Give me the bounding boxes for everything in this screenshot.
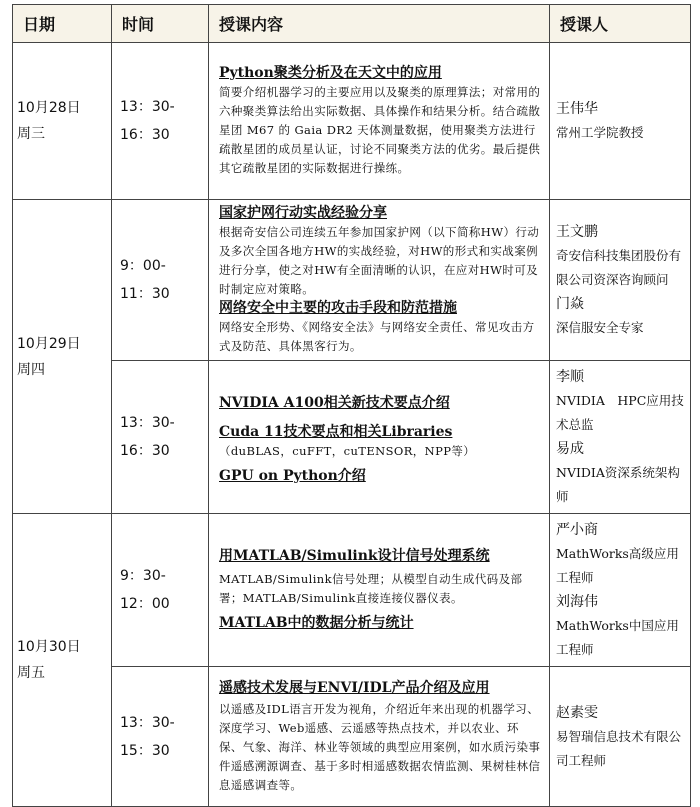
date-cell (13, 43, 112, 200)
speaker-title: 易智瑞信息技术有限公司工程师 (556, 728, 682, 768)
content-cell (209, 361, 550, 514)
header-content: 授课内容 (209, 5, 550, 43)
speaker-cell (550, 361, 691, 514)
speaker-name: 易成 (556, 441, 584, 457)
speaker-title: 奇安信科技集团股份有限公司资深咨询顾问 (556, 248, 682, 287)
header-date: 日期 (13, 5, 112, 43)
header-time: 时间 (112, 5, 209, 43)
topic-description: 以遥感及IDL语言开发为视角，介绍近年来出现的机器学习、深度学习、Web遥感、云遥感等热点技术，并以农业、环保、气象、海洋、林业等领域的典型应用案例，如水质污染事件遥感溯源调查、基于多时相遥感数据农情监测、果树桂林信息遥感调查等。 (219, 701, 541, 792)
table-row (13, 361, 691, 514)
date-label: 10月29日 (17, 335, 81, 352)
content-cell (209, 200, 550, 361)
time-end: 12：00 (120, 596, 170, 612)
time-end: 16：30 (120, 127, 170, 143)
time-cell (112, 361, 209, 514)
time-end: 11：30 (120, 286, 170, 302)
speaker-title: MathWorks中国应用工程师 (556, 618, 679, 657)
topic-title: 网络安全中主要的攻击手段和防范措施 (219, 300, 457, 316)
time-cell (112, 667, 209, 807)
topic-description: 简要介绍机器学习的主要应用以及聚类的原理算法；对常用的六种聚类算法给出实际数据、具体操作和结果分析。结合疏散星团 M67 的 Gaia DR2 天体测量数据，使用聚类方法进行疏散星团的成员星认证，讨论不同聚类方法的优劣。最后提供其它疏散星团的实际数据进行操练。 (219, 85, 541, 175)
topic-title: GPU on Python介绍 (219, 467, 366, 484)
speaker-title: NVIDIA HPC应用技术总监 (556, 393, 684, 432)
speaker-cell (550, 43, 691, 200)
schedule-table (12, 4, 691, 807)
speaker-name: 门焱 (556, 296, 584, 312)
table-row (13, 514, 691, 667)
time-end: 15：30 (120, 742, 170, 759)
date-cell (13, 200, 112, 514)
time-start: 9：00- (120, 258, 166, 274)
date-label: 10月28日 (17, 100, 81, 116)
date-cell (13, 514, 112, 807)
speaker-title: 常州工学院教授 (556, 125, 644, 140)
topic-title: 遥感技术发展与ENVI/IDL产品介绍及应用 (219, 679, 490, 696)
topic-title: NVIDIA A100相关新技术要点介绍 (219, 394, 450, 411)
topic-title: 国家护网行动实战经验分享 (219, 205, 387, 221)
topic-description: MATLAB/Simulink信号处理；从模型自动生成代码及部署；MATLAB/Simulink直接连接仪器仪表。 (219, 572, 523, 605)
speaker-title: NVIDIA资深系统架构师 (556, 465, 680, 504)
time-end: 16：30 (120, 443, 170, 459)
time-start: 9：30- (120, 568, 166, 584)
time-cell (112, 514, 209, 667)
content-cell (209, 43, 550, 200)
speaker-name: 李顺 (556, 369, 584, 385)
topic-title: 用MATLAB/Simulink设计信号处理系统 (219, 548, 490, 564)
table-row (13, 667, 691, 807)
speaker-cell (550, 667, 691, 807)
content-cell (209, 514, 550, 667)
weekday-label: 周四 (17, 361, 45, 378)
time-cell (112, 43, 209, 200)
topic-description: 根据奇安信公司连续五年参加国家护网（以下简称HW）行动及多次全国各地方HW的实战经验，对HW的形式和实战案例进行分享，使之对HW有全面清晰的认识，在应对HW时可及时制定应对策略。 (219, 225, 540, 296)
time-start: 13：30- (120, 714, 175, 731)
speaker-title: MathWorks高级应用工程师 (556, 546, 679, 585)
speaker-name: 王文鹏 (556, 224, 598, 240)
topic-title: MATLAB中的数据分析与统计 (219, 615, 414, 631)
time-start: 13：30- (120, 415, 175, 431)
speaker-cell (550, 514, 691, 667)
schedule-page (12, 4, 691, 807)
time-cell (112, 200, 209, 361)
topic-description: （duBLAS，cuFFT，cuTENSOR，NPP等） (219, 443, 476, 458)
content-cell (209, 667, 550, 807)
speaker-name: 严小商 (556, 522, 598, 538)
table-row (13, 200, 691, 361)
header-row (13, 5, 691, 43)
topic-description: 网络安全形势、《网络安全法》与网络安全责任、常见攻击方式及防范、具体黑客行为。 (219, 320, 535, 353)
weekday-label: 周三 (17, 126, 45, 142)
header-speaker: 授课人 (550, 5, 691, 43)
speaker-name: 王伟华 (556, 101, 598, 117)
weekday-label: 周五 (17, 665, 45, 681)
topic-title: Cuda 11技术要点和相关Libraries (219, 423, 453, 440)
topic-title: Python聚类分析及在天文中的应用 (219, 65, 442, 81)
speaker-cell (550, 200, 691, 361)
time-start: 13：30- (120, 99, 175, 115)
date-label: 10月30日 (17, 639, 81, 655)
table-row (13, 43, 691, 200)
speaker-name: 刘海伟 (556, 594, 598, 610)
speaker-name: 赵素雯 (556, 704, 598, 721)
speaker-title: 深信服安全专家 (556, 320, 644, 335)
